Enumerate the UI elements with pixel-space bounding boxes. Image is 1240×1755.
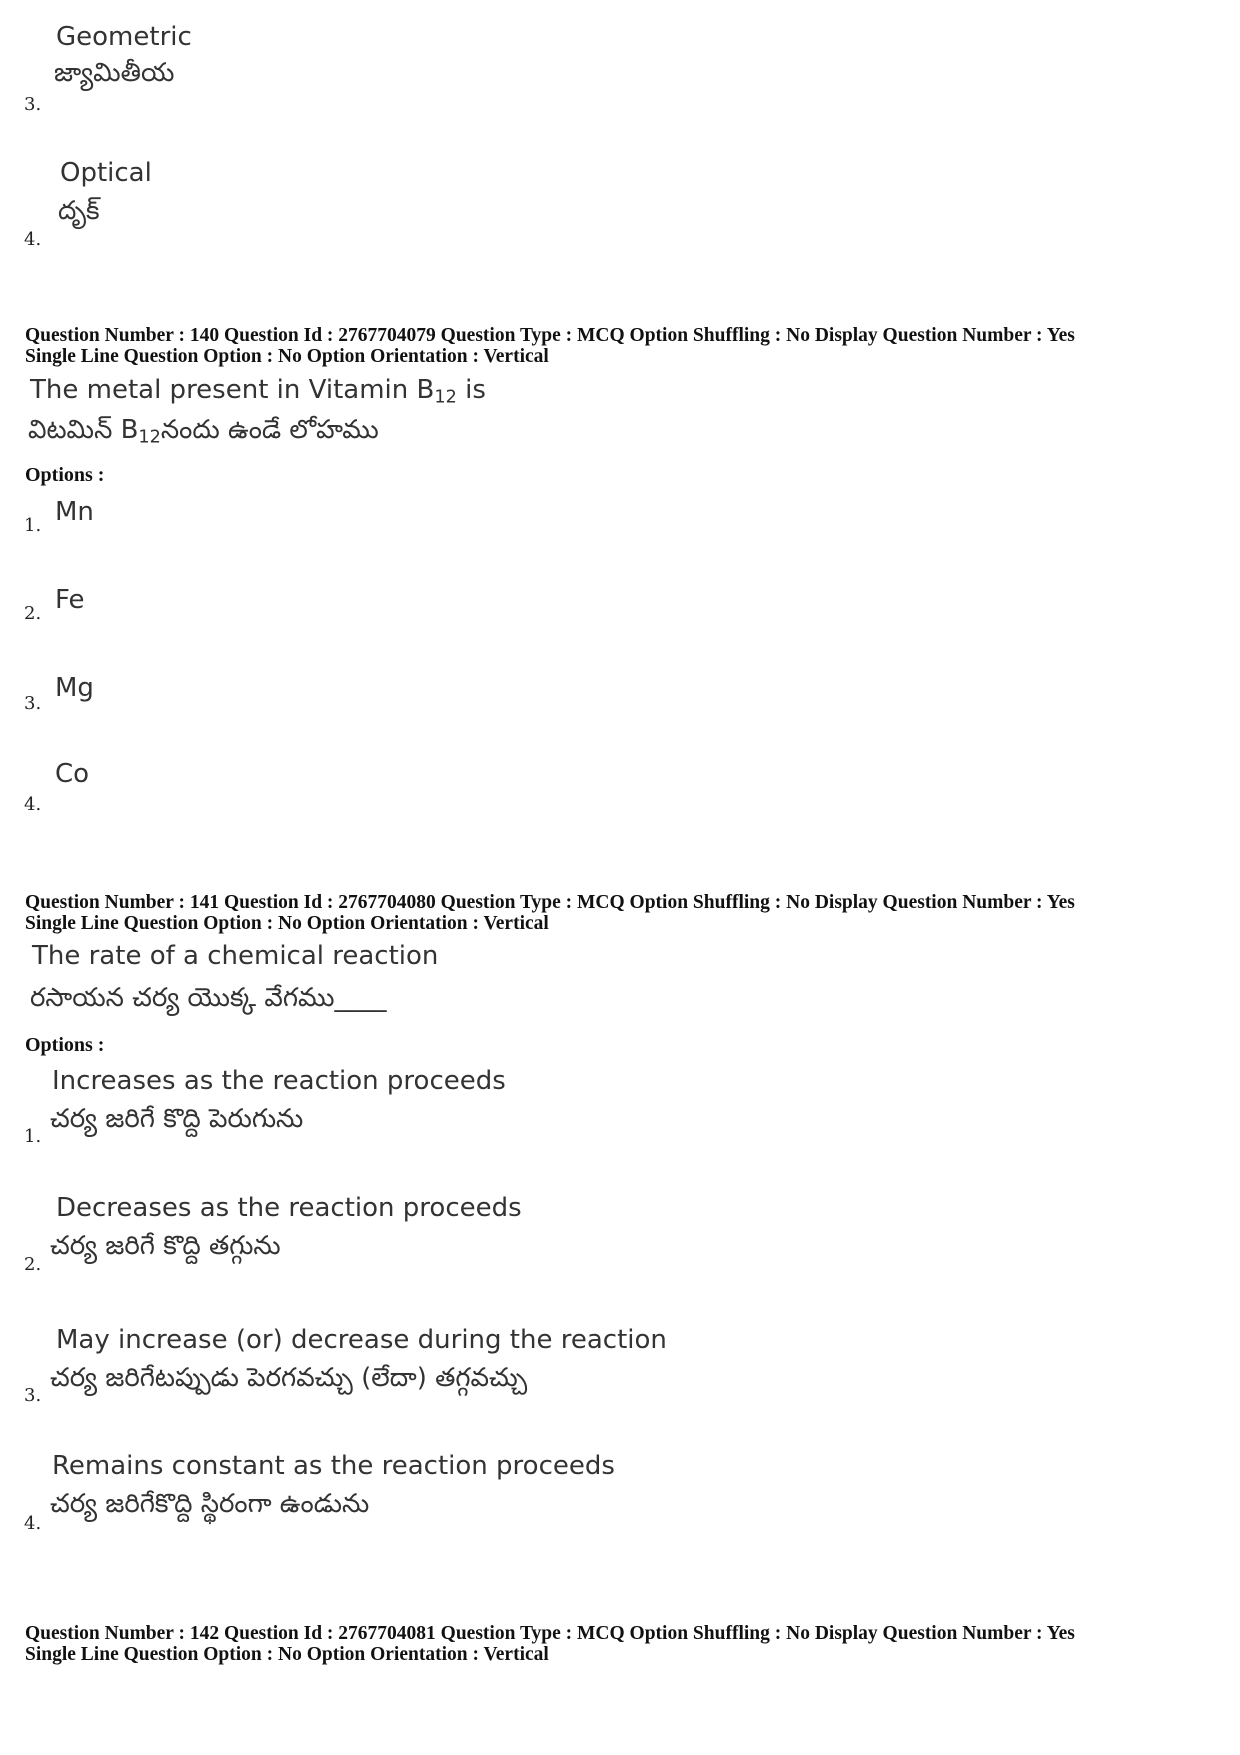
question-140-text-te: విటమిన్ $B_{12}నందు$ ఉండే లోహము [28,415,379,448]
question-141-text-en: The rate of a chemical reaction [32,941,439,971]
q140-option-4-number: 4. [24,794,42,815]
prev-option-3-number: 3. [24,94,42,115]
prev-option-4-te: దృక్ [58,196,100,226]
question-140-text-en: The metal present in Vitamin $B_{12}$ is [30,375,486,408]
q141-option-3-en[interactable]: May increase (or) decrease during the reaction [56,1325,667,1355]
question-140-meta [25,325,1075,367]
q141-option-4-en[interactable]: Remains constant as the reaction proceeds [52,1451,615,1481]
question-141-meta [25,892,1075,934]
q140-option-1-number: 1. [24,515,42,536]
q141-option-2-te[interactable]: చర్య జరిగే కొద్ది తగ్గును [50,1231,281,1261]
question-140-options-label: Options : [25,464,105,486]
q140-option-3-text[interactable]: Mg [55,673,94,703]
question-141-options-label: Options : [25,1034,105,1056]
question-141-text-te: రసాయన చర్య యొక్క వేగము____ [30,983,387,1013]
q141-option-4-number: 4. [24,1513,42,1534]
q140-option-4-text[interactable]: Co [55,759,90,789]
question-meta-line-2: Single Line Question Option : No Option Orientation : Vertical [25,1644,549,1665]
q141-option-3-number: 3. [24,1385,42,1406]
q141-option-2-en[interactable]: Decreases as the reaction proceeds [56,1193,522,1223]
q141-option-4-te[interactable]: చర్య జరిగేకొద్ది స్థిరంగా ఉండును [50,1489,370,1519]
prev-option-3-en: Geometric [56,22,192,52]
q141-option-1-te[interactable]: చర్య జరిగే కొద్ది పెరుగును [50,1104,304,1134]
q140-option-3-number: 3. [24,693,42,714]
prev-option-4-number: 4. [24,229,42,250]
q141-option-1-en[interactable]: Increases as the reaction proceeds [52,1066,506,1096]
question-meta-line-1: Question Number : 142 Question Id : 2767704081 Question Type : MCQ Option Shuffling : No Display Question Number : Yes [25,1623,1075,1644]
question-142-meta [25,1623,1075,1665]
q140-option-2-number: 2. [24,603,42,624]
q141-option-3-te[interactable]: చర్య జరిగేటప్పుడు పెరగవచ్చు (లేదా) తగ్గవచ్చు [50,1363,528,1393]
prev-option-3-te: జ్యామితీయ [54,58,175,88]
question-meta-line-1: Question Number : 141 Question Id : 2767704080 Question Type : MCQ Option Shuffling : No Display Question Number : Yes [25,892,1075,913]
question-meta-line-1: Question Number : 140 Question Id : 2767704079 Question Type : MCQ Option Shuffling : No Display Question Number : Yes [25,325,1075,346]
question-meta-line-2: Single Line Question Option : No Option Orientation : Vertical [25,913,549,934]
q141-option-2-number: 2. [24,1254,42,1275]
q141-option-1-number: 1. [24,1126,42,1147]
q140-option-2-text[interactable]: Fe [55,585,85,615]
q140-option-1-text[interactable]: Mn [55,497,94,527]
question-meta-line-2: Single Line Question Option : No Option Orientation : Vertical [25,346,549,367]
prev-option-4-en: Optical [60,158,152,188]
